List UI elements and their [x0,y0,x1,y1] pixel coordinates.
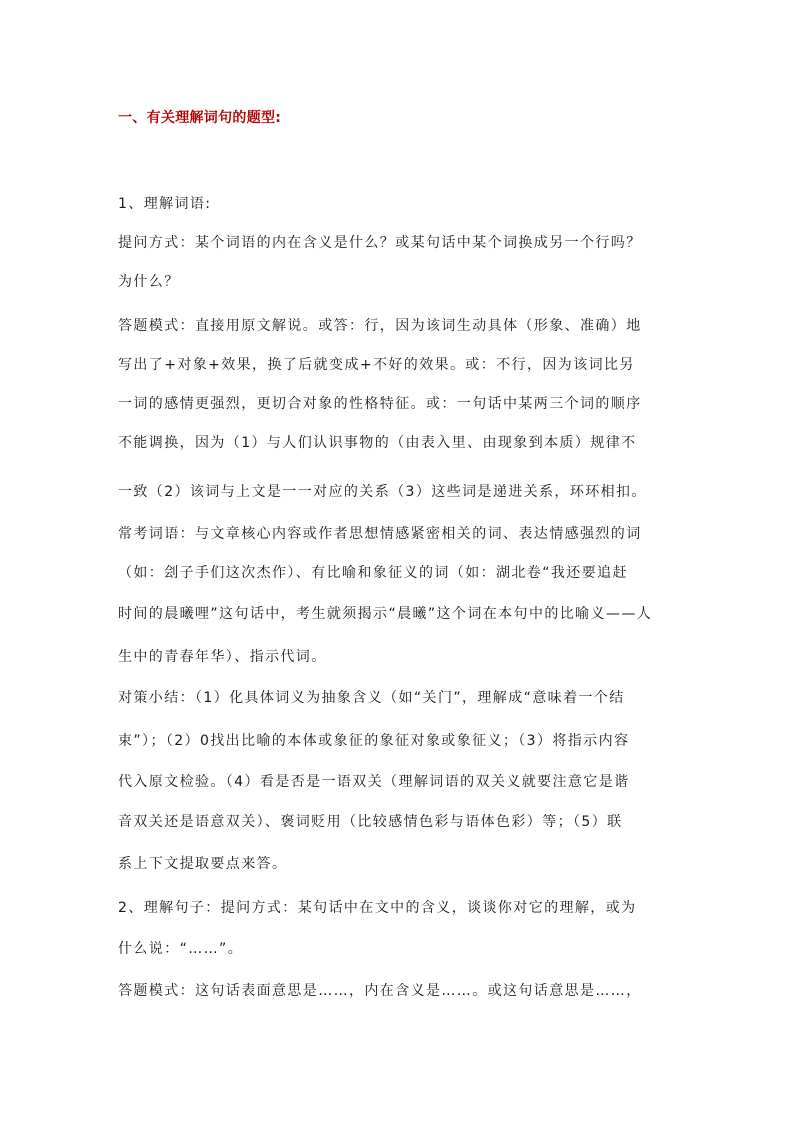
paragraph-line: 为什么？ [118,274,180,290]
paragraph-line: （如：刽子手们这次杰作）、有比喻和象征义的词（如：湖北卷“我还要追赶 [118,565,628,581]
paragraph-line: 提问方式：某个词语的内在含义是什么？或某句话中某个词换成另一个行吗？ [118,235,642,251]
paragraph-line: 什么说：“……”。 [118,941,244,957]
paragraph-line: 音双关还是语意双关）、褒词贬用（比较感情色彩与语体色彩）等；（5）联 [118,814,623,830]
paragraph-line: 一词的感情更强烈，更切合对象的性格特征。或：一句话中某两三个词的顺序 [118,396,642,412]
paragraph-line: 对策小结：（1）化具体词义为抽象含义（如“关门”，理解成“意味着一个结 [118,690,625,706]
paragraph-line: 写出了+对象+效果，换了后就变成+不好的效果。或：不行，因为该词比另 [118,357,635,373]
paragraph-line: 一致（2）该词与上文是一一对应的关系（3）这些词是递进关系，环环相扣。 [118,484,647,500]
section-heading: 一、有关理解词句的题型: [118,110,282,126]
paragraph-line: 答题模式：这句话表面意思是……，内在含义是……。或这句话意思是……， [118,983,642,999]
paragraph-line: 束”）；（2）0找出比喻的本体或象征的象征对象或象征义；（3）将指示内容 [118,733,630,749]
paragraph-line: 系上下文提取要点来答。 [118,856,288,872]
paragraph-line: 时间的晨曦哩”这句话中，考生就须揭示“晨曦”这个词在本句中的比喻义——人 [118,606,653,622]
paragraph-line: 1、理解词语: [118,196,212,212]
paragraph-line: 代入原文检验。（4）看是否是一语双关（理解词语的双关义就要注意它是谐 [118,774,630,790]
paragraph-line: 答题模式：直接用原文解说。或答：行，因为该词生动具体（形象、准确）地 [118,318,642,334]
paragraph-line: 不能调换，因为（1）与人们认识事物的（由表入里、由现象到本质）规律不 [118,435,637,451]
paragraph-line: 生中的青春年华）、指示代词。 [118,649,327,665]
paragraph-line: 常考词语：与文章核心内容或作者思想情感紧密相关的词、表达情感强烈的词 [118,526,642,542]
paragraph-line: 2、理解句子：提问方式：某句话中在文中的含义，谈谈你对它的理解，或为 [118,900,637,916]
